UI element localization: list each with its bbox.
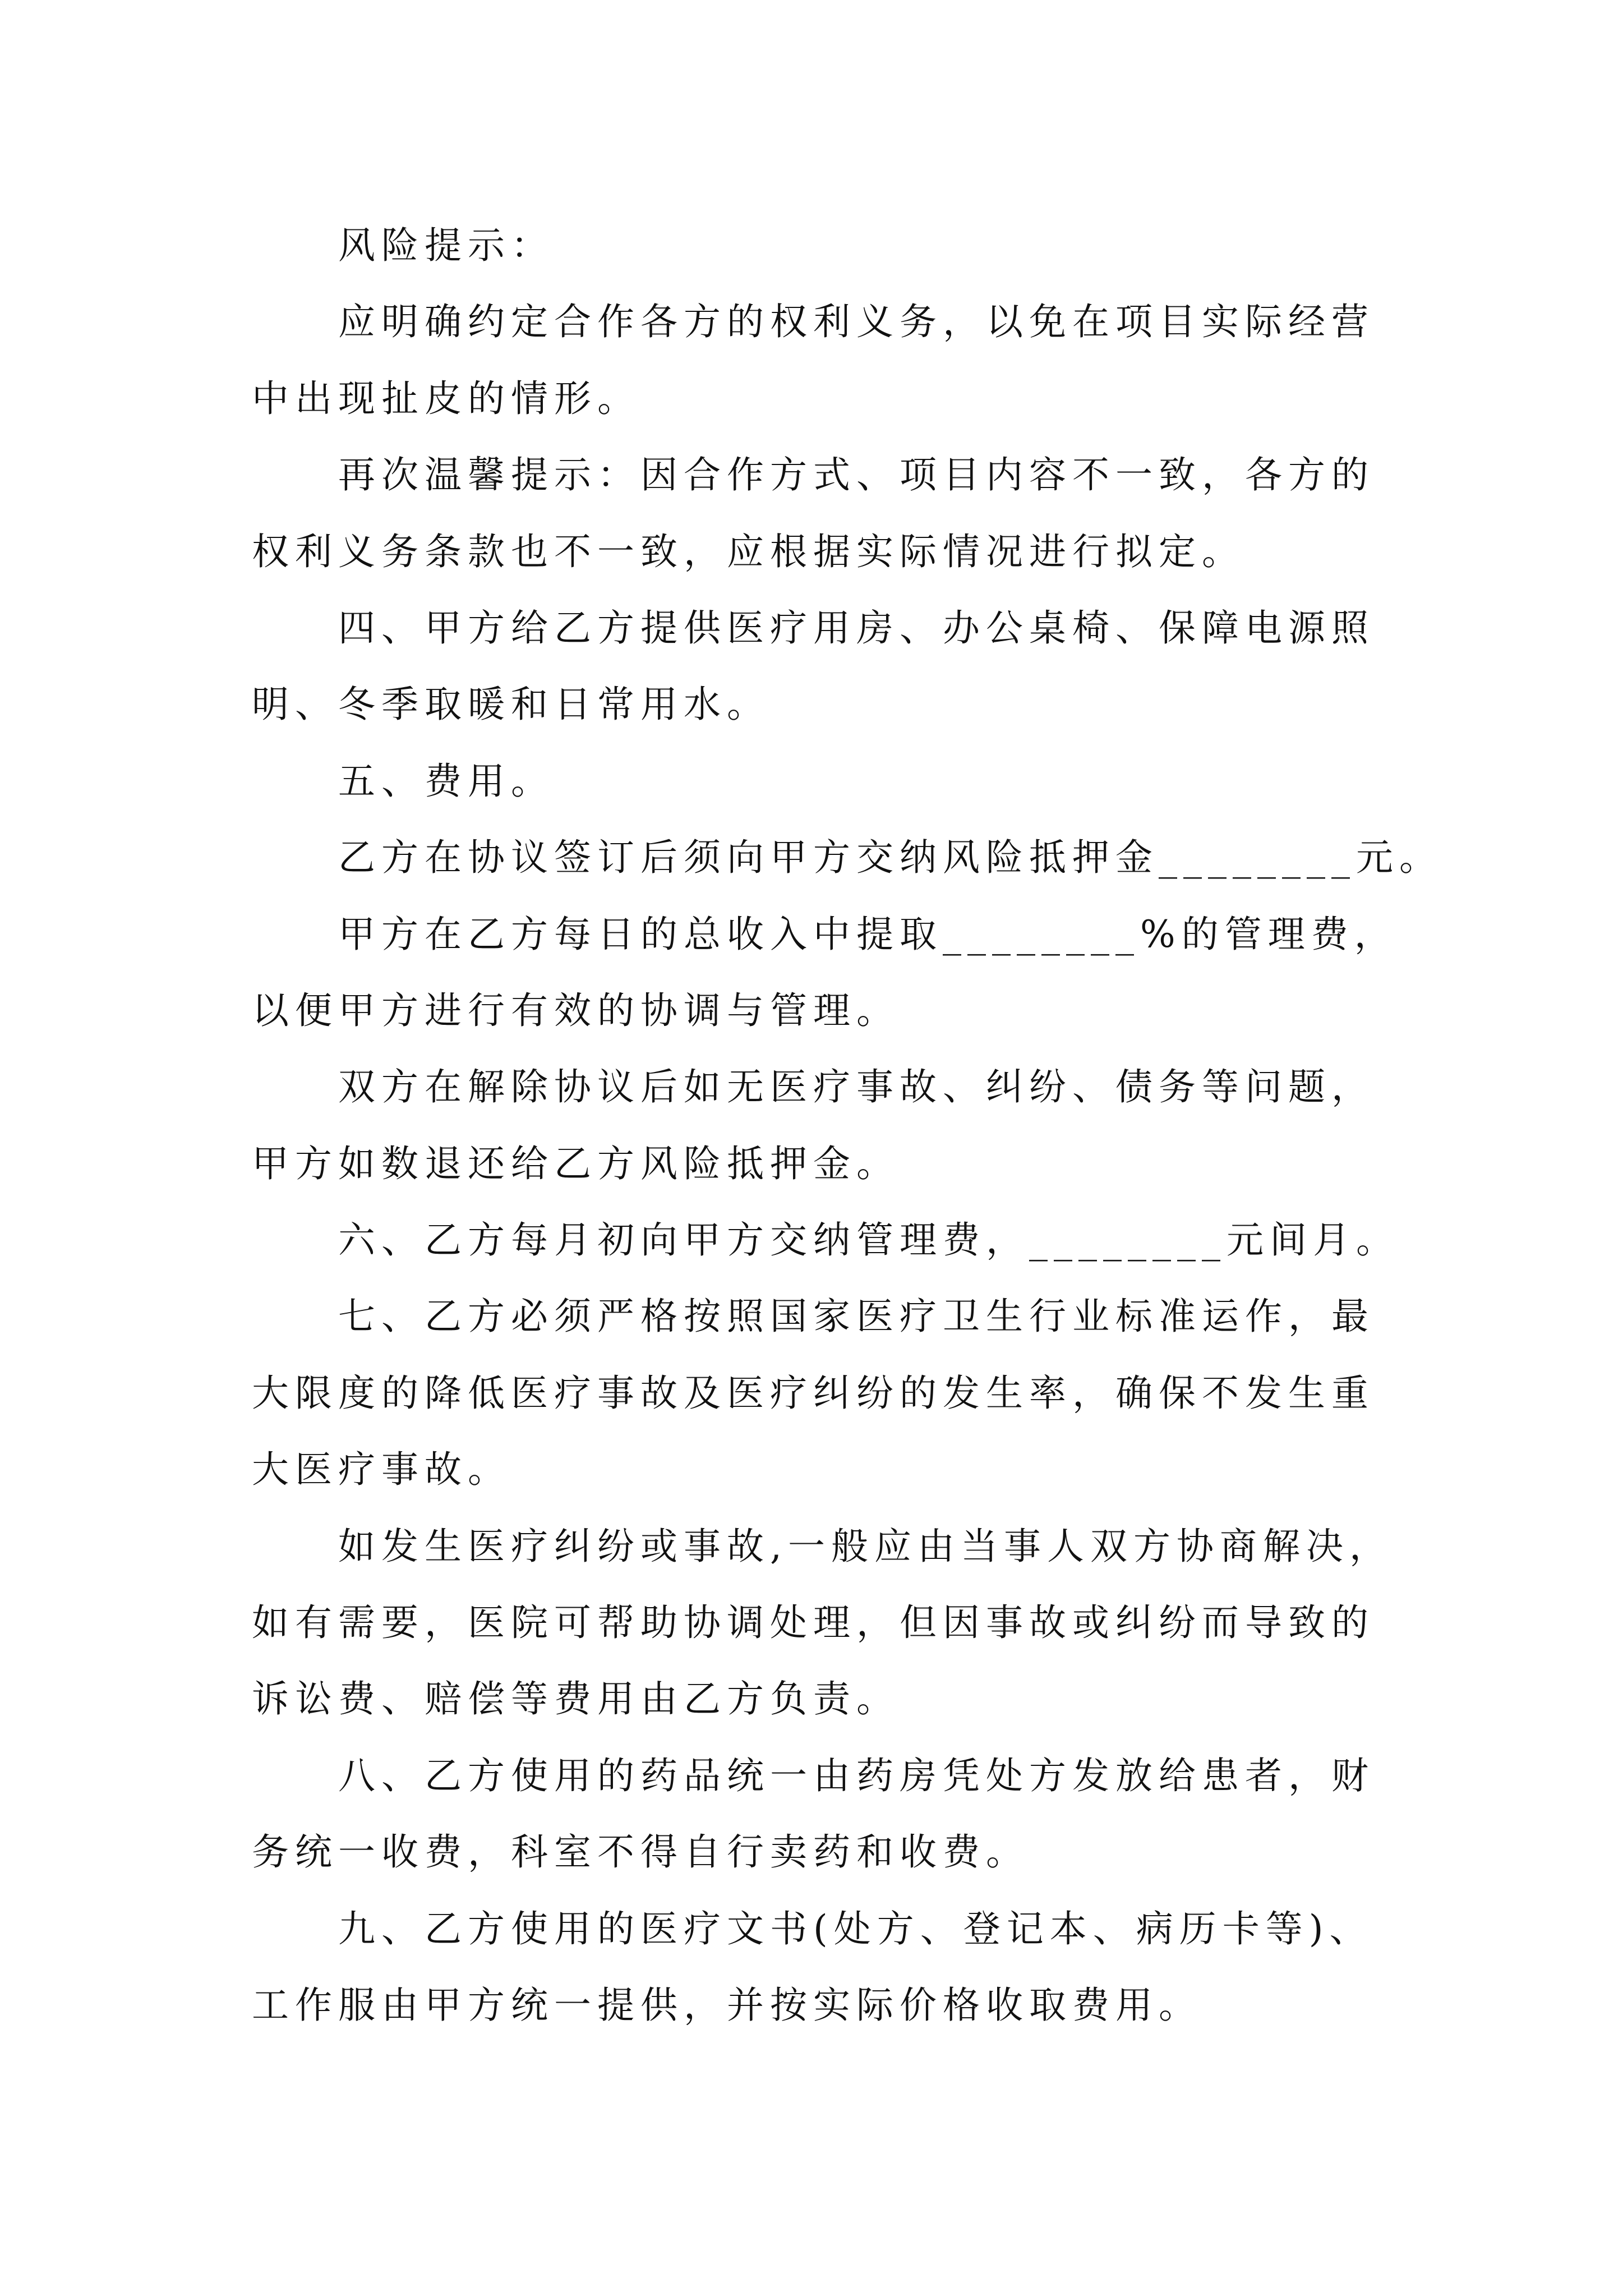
paragraph-line: 甲方在乙方每日的总收入中提取________%的管理费， [338,912,1398,956]
paragraph-line: 风险提示： [338,224,554,267]
paragraph-line: 以便甲方进行有效的协调与管理。 [252,988,900,1032]
paragraph-line: 七、乙方必须严格按照国家医疗卫生行业标准运作，最 [338,1295,1375,1338]
paragraph-line: 双方在解除协议后如无医疗事故、纠纷、债务等问题， [338,1065,1375,1109]
paragraph-line: 甲方如数退还给乙方风险抵押金。 [252,1142,900,1185]
paragraph-line: 四、甲方给乙方提供医疗用房、办公桌椅、保障电源照 [338,606,1375,650]
clause-7 [252,1278,1430,1508]
paragraph-risk-notice [252,284,1430,437]
clause-5-refund [252,1049,1430,1202]
paragraph-line: 如有需要，医院可帮助协调处理，但因事故或纠纷而导致的 [252,1601,1375,1645]
clause-5-heading [252,743,1430,820]
paragraph-line: 中出现扯皮的情形。 [252,376,640,420]
clause-8 [252,1738,1430,1891]
clause-9 [252,1891,1430,2044]
paragraph-line: 明、冬季取暖和日常用水。 [252,683,770,726]
paragraph-line: 诉讼费、赔偿等费用由乙方负责。 [252,1677,900,1721]
paragraph-line: 乙方在协议签订后须向甲方交纳风险抵押金________元。 [338,836,1442,880]
paragraph-line: 应明确约定合作各方的权利义务，以免在项目实际经营 [338,300,1375,344]
paragraph-line: 务统一收费，科室不得自行卖药和收费。 [252,1830,1029,1874]
clause-4 [252,590,1430,743]
clause-5-deposit [252,820,1442,896]
paragraph-line: 工作服由甲方统一提供，并按实际价格收取费用。 [252,1983,1202,2027]
paragraph-line: 大医疗事故。 [252,1448,511,1492]
paragraph-line: 六、乙方每月初向甲方交纳管理费，________元间月。 [338,1218,1399,1262]
clause-5-management-fee [252,896,1430,1050]
clause-7-disputes [252,1508,1430,1738]
clause-6 [252,1202,1430,1278]
paragraph-risk-notice-heading [252,208,1430,284]
paragraph-reminder [252,437,1430,590]
paragraph-line: 九、乙方使用的医疗文书(处方、登记本、病历卡等)、 [338,1907,1373,1950]
paragraph-line: 五、费用。 [338,759,554,803]
paragraph-line: 如发生医疗纠纷或事故,一般应由当事人双方协商解决， [338,1524,1393,1568]
paragraph-line: 权利义务条款也不一致，应根据实际情况进行拟定。 [252,530,1245,573]
paragraph-line: 大限度的降低医疗事故及医疗纠纷的发生率，确保不发生重 [252,1371,1375,1415]
paragraph-line: 八、乙方使用的药品统一由药房凭处方发放给患者，财 [338,1754,1375,1797]
document-page [252,208,1442,2044]
paragraph-line: 再次温馨提示：因合作方式、项目内容不一致，各方的 [338,453,1375,497]
